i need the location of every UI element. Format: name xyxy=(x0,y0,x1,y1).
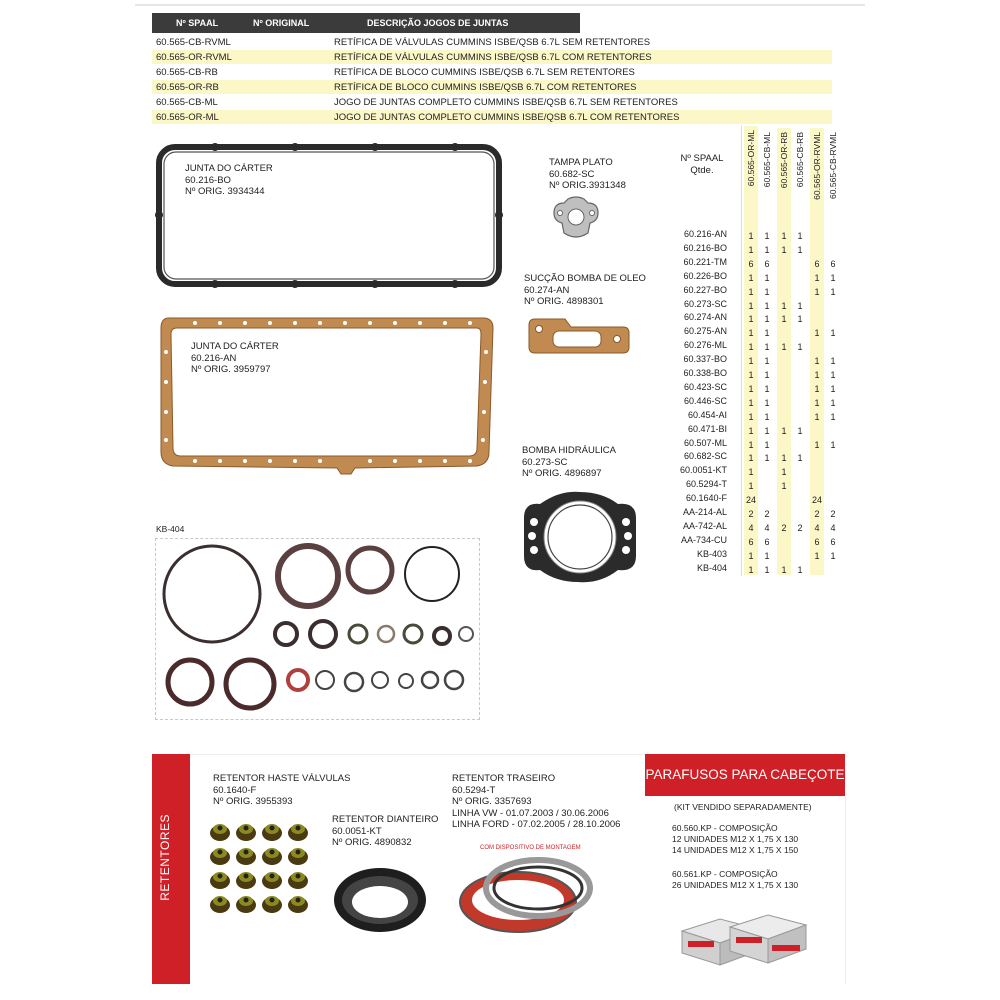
matrix-qty-cell: 1 xyxy=(764,383,770,394)
matrix-qty-cell xyxy=(793,285,807,299)
bottom-top-line xyxy=(190,754,645,755)
kit-description: JOGO DE JUNTAS COMPLETO CUMMINS ISBE/QSB 6.7L SEM RETENTORES xyxy=(334,97,678,108)
part-name: RETENTOR TRASEIRO xyxy=(452,773,556,784)
traseiro-note: COM DISPOSITIVO DE MONTAGEM xyxy=(480,845,581,851)
matrix-qty-cell xyxy=(777,507,791,521)
matrix-qty-cell xyxy=(793,257,807,271)
matrix-qty-cell: 1 xyxy=(830,370,836,380)
matrix-qty-cell: 1 xyxy=(764,342,770,353)
matrix-qty-cell: 1 xyxy=(764,439,770,450)
matrix-qty-cell xyxy=(777,493,791,507)
matrix-qty-cell xyxy=(760,465,774,479)
kit-spaal-code: 60.565-OR-ML xyxy=(156,112,219,123)
matrix-qty-cell xyxy=(810,229,824,243)
matrix-qty-cell: 1 xyxy=(830,286,836,297)
matrix-qty-cell xyxy=(826,424,840,438)
matrix-qty-cell: 2 xyxy=(764,509,770,519)
matrix-qty-cell: 1 xyxy=(830,328,836,339)
matrix-qty-cell: 1 xyxy=(748,370,754,380)
matrix-qty-cell: 24 xyxy=(811,495,822,506)
matrix-qty-cell: 1 xyxy=(748,328,754,339)
matrix-qty-cell: 4 xyxy=(748,522,754,533)
matrix-qty-cell: 1 xyxy=(764,231,770,241)
dianteiro-label xyxy=(332,814,438,849)
part-original: Nº ORIG. 3959797 xyxy=(191,364,271,375)
part-original: Nº ORIG. 4896897 xyxy=(522,468,602,479)
matrix-qty-cell: 1 xyxy=(764,370,770,380)
matrix-qty-cell xyxy=(793,326,807,340)
bomba-gasket-image xyxy=(510,488,648,586)
matrix-qty-cell: 1 xyxy=(764,244,770,255)
matrix-qty-cell: 1 xyxy=(781,481,787,492)
kit-description: RETÍFICA DE BLOCO CUMMINS ISBE/QSB 6.7L SEM RETENTORES xyxy=(334,67,635,78)
matrix-qty-cell xyxy=(826,229,840,243)
matrix-qty-cell: 1 xyxy=(748,342,754,353)
matrix-qty-cell: 1 xyxy=(814,272,820,283)
matrix-qty-cell: 1 xyxy=(748,453,754,464)
part-original: Nº ORIG. 4890832 xyxy=(332,837,412,848)
matrix-qty-cell: 1 xyxy=(748,550,754,561)
kit-line: 12 UNIDADES M12 X 1,75 X 130 xyxy=(672,834,799,844)
matrix-qty-cell xyxy=(826,299,840,313)
matrix-qty-cell: 6 xyxy=(748,258,754,269)
kit-table-row xyxy=(152,65,832,79)
matrix-qty-cell: 1 xyxy=(797,564,803,575)
matrix-title xyxy=(677,153,727,176)
matrix-qty-cell: 1 xyxy=(764,286,770,297)
valve-seal xyxy=(236,848,256,865)
matrix-qty-cell: 1 xyxy=(781,467,787,478)
matrix-qty-cell xyxy=(793,438,807,452)
matrix-title-spaal: Nº SPAAL xyxy=(680,153,724,164)
matrix-qty-cell: 1 xyxy=(797,314,803,325)
part-name: RETENTOR HASTE VÁLVULAS xyxy=(213,773,351,784)
bolt-boxes-image xyxy=(680,905,815,973)
matrix-qty-cell: 1 xyxy=(748,467,754,478)
matrix-qty-cell xyxy=(826,312,840,326)
matrix-qty-cell: 1 xyxy=(764,411,770,422)
matrix-qty-cell: 4 xyxy=(764,522,770,533)
matrix-qty-cell: 2 xyxy=(781,522,787,533)
part-code: 60.216-AN xyxy=(191,352,237,364)
kit-description: RETÍFICA DE VÁLVULAS CUMMINS ISBE/QSB 6.7L COM RETENTORES xyxy=(334,52,652,63)
matrix-qty-cell: 6 xyxy=(814,258,820,269)
part-code: 60.1640-F xyxy=(213,784,257,796)
matrix-qty-cell: 1 xyxy=(781,425,787,436)
part-name: JUNTA DO CÁRTER xyxy=(185,163,273,174)
valve-seal xyxy=(288,824,308,841)
matrix-column-header: 60.565-CB-ML xyxy=(762,132,772,188)
oil-pan-gasket-cork-image xyxy=(155,312,500,480)
kit-spaal-code: 60.565-CB-RB xyxy=(156,67,218,78)
matrix-qty-cell xyxy=(810,424,824,438)
matrix-qty-cell xyxy=(777,354,791,368)
retentores-side-bar xyxy=(152,754,190,984)
matrix-qty-cell xyxy=(793,507,807,521)
parafusos-note: (KIT VENDIDO SEPARADAMENTE) xyxy=(674,802,812,812)
matrix-qty-cell xyxy=(810,563,824,577)
kit-table-row xyxy=(152,50,832,64)
matrix-qty-cell xyxy=(777,382,791,396)
header-description: DESCRIÇÃO JOGOS DE JUNTAS xyxy=(367,18,509,28)
matrix-qty-cell: 1 xyxy=(764,550,770,561)
matrix-qty-cell: 6 xyxy=(748,536,754,547)
valve-seal xyxy=(210,896,230,913)
matrix-qty-cell xyxy=(793,354,807,368)
valve-seal xyxy=(288,848,308,865)
matrix-qty-cell: 1 xyxy=(764,356,770,367)
part-original: Nº ORIG. 3955393 xyxy=(213,796,293,807)
part-original: Nº ORIG. 3357693 xyxy=(452,796,532,807)
matrix-qty-cell: 1 xyxy=(830,411,836,422)
part-name: JUNTA DO CÁRTER xyxy=(191,341,279,352)
matrix-part-code: AA-734-CU xyxy=(680,534,727,545)
matrix-qty-cell: 1 xyxy=(781,453,787,464)
matrix-part-code: 60.221-TM xyxy=(683,256,727,267)
matrix-qty-cell xyxy=(793,465,807,479)
matrix-qty-cell xyxy=(826,465,840,479)
matrix-qty-cell: 1 xyxy=(764,453,770,464)
part-original: Nº ORIG. 3934344 xyxy=(185,186,265,197)
matrix-qty-cell: 1 xyxy=(748,231,754,241)
matrix-qty-cell: 1 xyxy=(748,425,754,436)
matrix-qty-cell: 1 xyxy=(748,564,754,575)
valve-seal xyxy=(210,848,230,865)
matrix-qty-cell xyxy=(826,493,840,507)
oil-pan-gasket-black-label xyxy=(185,163,273,198)
matrix-column-header: 60.565-CB-RB xyxy=(795,132,805,188)
matrix-qty-cell: 1 xyxy=(830,397,836,408)
matrix-divider xyxy=(741,126,742,576)
kit-table-row xyxy=(152,80,832,94)
kit-table-row xyxy=(152,35,832,49)
kit2-block xyxy=(672,869,798,891)
matrix-qty-cell xyxy=(793,410,807,424)
matrix-part-code: 60.1640-F xyxy=(685,493,727,504)
matrix-part-code: 60.274-AN xyxy=(683,312,727,323)
matrix-qty-cell: 1 xyxy=(830,383,836,394)
matrix-qty-cell: 4 xyxy=(814,522,820,533)
succao-label xyxy=(524,273,646,308)
valve-seal xyxy=(288,896,308,913)
matrix-qty-cell: 1 xyxy=(748,439,754,450)
kit-spaal-code: 60.565-CB-RVML xyxy=(156,37,231,48)
matrix-qty-cell: 1 xyxy=(814,286,820,297)
matrix-qty-cell: 1 xyxy=(764,272,770,283)
matrix-part-code: 60.216-AN xyxy=(683,229,727,239)
matrix-qty-cell xyxy=(810,465,824,479)
matrix-qty-cell: 6 xyxy=(830,536,836,547)
kit-table-row xyxy=(152,110,832,124)
matrix-qty-cell: 2 xyxy=(830,509,836,519)
matrix-part-code: AA-214-AL xyxy=(682,507,727,517)
matrix-qty-cell xyxy=(777,271,791,285)
part-name: BOMBA HIDRÁULICA xyxy=(522,445,616,456)
matrix-qty-cell xyxy=(793,368,807,382)
matrix-qty-cell: 1 xyxy=(781,244,787,255)
matrix-part-code: 60.338-BO xyxy=(683,368,727,378)
matrix-column-header: 60.565-OR-RVML xyxy=(812,132,822,200)
tampa-plato-label xyxy=(549,157,626,192)
oil-pan-gasket-cork-label xyxy=(191,341,279,376)
matrix-qty-cell xyxy=(810,243,824,257)
matrix-qty-cell xyxy=(777,285,791,299)
kit1-block xyxy=(672,823,798,856)
valve-seal xyxy=(288,872,308,889)
matrix-qty-cell: 1 xyxy=(781,342,787,353)
matrix-qty-cell: 1 xyxy=(748,272,754,283)
kit-description: RETÍFICA DE BLOCO CUMMINS ISBE/QSB 6.7L COM RETENTORES xyxy=(334,82,637,93)
rear-seal-image xyxy=(456,852,596,936)
matrix-qty-cell: 1 xyxy=(748,244,754,255)
matrix-qty-cell: 1 xyxy=(748,286,754,297)
matrix-qty-cell: 1 xyxy=(814,550,820,561)
matrix-qty-cell: 2 xyxy=(814,509,820,519)
matrix-qty-cell xyxy=(793,271,807,285)
matrix-qty-cell xyxy=(777,396,791,410)
matrix-qty-cell: 1 xyxy=(781,231,787,241)
matrix-qty-cell: 1 xyxy=(764,564,770,575)
matrix-qty-cell: 6 xyxy=(764,536,770,547)
matrix-qty-cell: 1 xyxy=(781,314,787,325)
matrix-qty-cell xyxy=(810,299,824,313)
front-seal-image xyxy=(330,862,430,934)
matrix-qty-cell: 1 xyxy=(830,356,836,367)
part-code: 60.273-SC xyxy=(522,456,568,468)
matrix-qty-cell: 1 xyxy=(781,564,787,575)
kit-line: 26 UNIDADES M12 X 1,75 X 130 xyxy=(672,880,799,890)
matrix-qty-cell: 1 xyxy=(814,397,820,408)
part-code: 60.0051-KT xyxy=(332,825,382,837)
matrix-qty-cell: 1 xyxy=(814,370,820,380)
matrix-qty-cell xyxy=(810,451,824,465)
matrix-qty-cell xyxy=(826,563,840,577)
valve-seal xyxy=(236,872,256,889)
matrix-part-code: 60.275-AN xyxy=(683,326,727,337)
valve-seal xyxy=(236,824,256,841)
valve-seal xyxy=(262,896,282,913)
matrix-part-code: KB-403 xyxy=(696,548,727,559)
part-original: Nº ORIG.3931348 xyxy=(549,180,626,191)
matrix-qty-cell: 1 xyxy=(797,425,803,436)
matrix-qty-cell: 1 xyxy=(748,481,754,492)
part-code: 60.216-BO xyxy=(185,174,231,186)
matrix-qty-cell: 1 xyxy=(748,314,754,325)
matrix-qty-cell: 24 xyxy=(745,495,756,506)
matrix-qty-cell: 1 xyxy=(748,300,754,311)
matrix-qty-cell xyxy=(810,340,824,354)
part-line-vw: LINHA VW - 01.07.2003 / 30.06.2006 xyxy=(452,807,609,819)
matrix-qty-cell xyxy=(777,535,791,549)
kb404-oring-kit-image xyxy=(156,540,478,716)
matrix-title-qty: Qtde. xyxy=(690,164,714,176)
tampa-plato-gasket-image xyxy=(548,193,604,243)
parafusos-header: PARAFUSOS PARA CABEÇOTE xyxy=(645,754,845,796)
matrix-qty-cell xyxy=(810,479,824,493)
matrix-qty-cell: 1 xyxy=(814,356,820,367)
matrix-part-code: 60.423-SC xyxy=(683,381,727,392)
matrix-qty-cell: 1 xyxy=(830,439,836,450)
matrix-qty-cell xyxy=(810,312,824,326)
part-code: 60.682-SC xyxy=(549,168,595,180)
valve-seal xyxy=(262,824,282,841)
matrix-qty-cell: 1 xyxy=(764,425,770,436)
matrix-part-code: 60.471-BI xyxy=(687,423,727,434)
header-spaal: Nº SPAAL xyxy=(176,18,219,28)
matrix-qty-cell: 1 xyxy=(781,300,787,311)
matrix-qty-cell: 1 xyxy=(748,356,754,367)
matrix-qty-cell: 1 xyxy=(830,550,836,561)
kit-table-header xyxy=(152,13,580,33)
valve-seal xyxy=(210,824,230,841)
matrix-qty-cell: 2 xyxy=(797,522,803,533)
matrix-qty-cell xyxy=(777,257,791,271)
matrix-part-code: 60.226-BO xyxy=(683,270,727,281)
matrix-qty-cell: 1 xyxy=(764,314,770,325)
kit-table-row xyxy=(152,95,832,109)
matrix-qty-cell: 1 xyxy=(797,300,803,311)
matrix-part-code: 60.337-BO xyxy=(683,354,727,365)
matrix-part-code: 60.0051-KT xyxy=(679,465,727,476)
kit-line: 14 UNIDADES M12 X 1,75 X 150 xyxy=(672,845,799,855)
kit-name: 60.561.KP - COMPOSIÇÃO xyxy=(672,869,778,879)
matrix-qty-cell: 1 xyxy=(830,272,836,283)
part-name: SUCÇÃO BOMBA DE OLEO xyxy=(524,273,646,284)
matrix-qty-cell: 6 xyxy=(814,536,820,547)
matrix-qty-cell xyxy=(760,479,774,493)
matrix-qty-cell: 1 xyxy=(764,300,770,311)
matrix-qty-cell xyxy=(777,326,791,340)
matrix-qty-cell: 1 xyxy=(814,411,820,422)
matrix-part-code: 60.507-ML xyxy=(683,437,727,448)
matrix-qty-cell: 1 xyxy=(764,328,770,339)
matrix-qty-cell xyxy=(777,549,791,563)
matrix-qty-cell xyxy=(793,549,807,563)
matrix-qty-cell: 2 xyxy=(748,509,754,519)
top-divider xyxy=(135,4,865,6)
matrix-column-header: 60.565-OR-ML xyxy=(746,130,756,187)
matrix-part-code: 60.446-SC xyxy=(683,395,727,406)
haste-label xyxy=(213,773,350,808)
matrix-qty-cell: 1 xyxy=(797,244,803,255)
matrix-qty-cell xyxy=(777,368,791,382)
matrix-part-code: 60.682-SC xyxy=(683,451,727,462)
matrix-qty-cell xyxy=(777,410,791,424)
matrix-part-code: KB-404 xyxy=(696,562,727,573)
matrix-qty-cell xyxy=(777,438,791,452)
matrix-part-code: 60.5294-T xyxy=(685,479,727,490)
kit-name: 60.560.KP - COMPOSIÇÃO xyxy=(672,823,778,833)
bomba-label xyxy=(522,445,616,480)
part-name: RETENTOR DIANTEIRO xyxy=(332,814,439,825)
matrix-part-code: 60.273-SC xyxy=(683,298,727,309)
matrix-qty-cell xyxy=(793,535,807,549)
matrix-qty-cell: 1 xyxy=(814,328,820,339)
valve-stem-seals-image xyxy=(208,818,320,914)
part-line-ford: LINHA FORD - 07.02.2005 / 28.10.2006 xyxy=(452,819,621,830)
matrix-qty-cell: 6 xyxy=(830,258,836,269)
valve-seal xyxy=(210,872,230,889)
kb404-label: KB-404 xyxy=(156,524,185,534)
valve-seal xyxy=(262,872,282,889)
matrix-qty-cell: 6 xyxy=(764,258,770,269)
matrix-part-code: 60.276-ML xyxy=(683,340,727,351)
part-original: Nº ORIG. 4898301 xyxy=(524,296,604,307)
matrix-column-header: 60.565-OR-RB xyxy=(779,132,789,189)
matrix-qty-cell: 1 xyxy=(814,383,820,394)
matrix-qty-cell xyxy=(793,382,807,396)
valve-seal xyxy=(262,848,282,865)
matrix-qty-cell: 1 xyxy=(748,383,754,394)
matrix-qty-cell xyxy=(826,340,840,354)
matrix-qty-cell xyxy=(826,451,840,465)
matrix-column-header: 60.565-CB-RVML xyxy=(828,132,838,199)
matrix-qty-cell: 1 xyxy=(748,411,754,422)
matrix-qty-cell xyxy=(793,479,807,493)
matrix-part-code: 60.454-AI xyxy=(687,409,727,420)
traseiro-label xyxy=(452,773,620,831)
matrix-qty-cell: 1 xyxy=(764,397,770,408)
matrix-qty-cell xyxy=(826,479,840,493)
kit-description: JOGO DE JUNTAS COMPLETO CUMMINS ISBE/QSB 6.7L COM RETENTORES xyxy=(334,112,680,123)
matrix-part-code: 60.216-BO xyxy=(683,242,727,253)
matrix-part-code: AA-742-AL xyxy=(682,520,727,531)
header-original: Nº ORIGINAL xyxy=(253,18,310,28)
matrix-qty-cell xyxy=(793,493,807,507)
matrix-qty-cell: 1 xyxy=(814,439,820,450)
part-code: 60.5294-T xyxy=(452,784,496,796)
retentores-bar-label: RETENTORES xyxy=(158,814,172,901)
succao-gasket-image xyxy=(525,315,633,357)
kit-spaal-code: 60.565-OR-RB xyxy=(156,82,219,93)
valve-seal xyxy=(236,896,256,913)
matrix-part-code: 60.227-BO xyxy=(683,284,727,295)
kit-spaal-code: 60.565-CB-ML xyxy=(156,97,218,108)
matrix-qty-cell: 1 xyxy=(797,231,803,241)
part-name: TAMPA PLATO xyxy=(549,157,613,168)
matrix-qty-cell xyxy=(826,243,840,257)
matrix-qty-cell: 1 xyxy=(797,453,803,464)
kit-spaal-code: 60.565-OR-RVML xyxy=(156,52,232,63)
matrix-qty-cell: 4 xyxy=(830,522,836,533)
part-code: 60.274-AN xyxy=(524,284,570,296)
kit-description: RETÍFICA DE VÁLVULAS CUMMINS ISBE/QSB 6.7L SEM RETENTORES xyxy=(334,37,651,48)
matrix-qty-cell xyxy=(793,396,807,410)
matrix-qty-cell: 1 xyxy=(797,342,803,353)
matrix-qty-cell: 1 xyxy=(748,397,754,408)
matrix-qty-cell xyxy=(760,493,774,507)
